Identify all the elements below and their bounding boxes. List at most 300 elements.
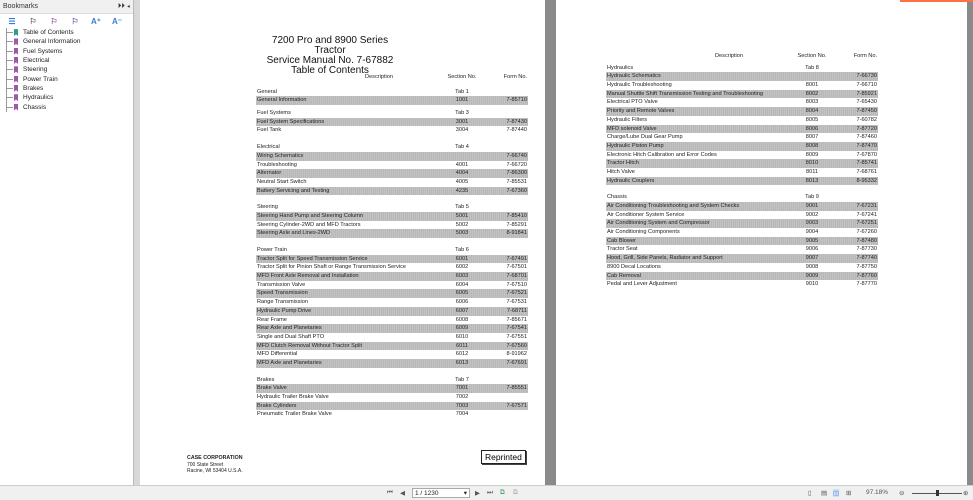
row-form: 7-68711 <box>506 307 527 314</box>
toc-row[interactable] <box>606 237 878 246</box>
header-description: Description <box>715 53 743 59</box>
group-name: Brakes <box>257 376 275 383</box>
chevron-down-icon[interactable]: ▾ <box>463 490 467 497</box>
row-form: 7-87480 <box>856 237 877 244</box>
bookmark-item[interactable] <box>7 56 133 65</box>
row-form: 7-67521 <box>506 290 527 297</box>
row-section: 5001 <box>455 212 469 219</box>
bookmark-item[interactable] <box>7 37 133 46</box>
toc-row[interactable] <box>606 159 878 168</box>
bookmark-icon <box>14 57 18 64</box>
bookmark-icon <box>14 76 18 83</box>
row-description: Pedal and Lever Adjustment <box>607 281 677 288</box>
row-form: 7-85671 <box>506 316 527 323</box>
row-description: Speed Transmission <box>257 290 308 297</box>
row-section: 4235 <box>455 187 469 194</box>
row-description: General Information <box>257 97 307 104</box>
row-section: 9009 <box>805 272 819 279</box>
toc-row[interactable] <box>256 263 528 272</box>
toc-row[interactable] <box>606 133 878 142</box>
zoom-in-icon[interactable]: ⊕ <box>963 490 969 497</box>
title-line: Service Manual No. 7-67882 <box>266 55 394 66</box>
row-description: Battery Servicing and Testing <box>257 187 330 194</box>
toc-row[interactable] <box>606 219 878 228</box>
toc-row[interactable] <box>606 81 878 90</box>
row-form: 7-67560 <box>506 342 527 349</box>
row-section: 6010 <box>455 333 469 340</box>
row-form: 7-60782 <box>856 116 877 123</box>
bookmark-item[interactable] <box>7 84 133 93</box>
row-section: 7004 <box>455 411 469 418</box>
row-section: 6011 <box>455 342 469 349</box>
row-section: 9002 <box>805 211 819 218</box>
row-description: Cab Blower <box>607 237 636 244</box>
row-section: 5002 <box>455 221 469 228</box>
toc-row[interactable] <box>606 245 878 254</box>
progress-accent <box>900 0 973 2</box>
group-name: Electrical <box>257 144 280 151</box>
address-line: Racine, WI 53404 U.S.A. <box>187 468 243 474</box>
row-section: 6004 <box>455 281 469 288</box>
toc-group <box>606 193 878 289</box>
toc-row[interactable] <box>256 402 528 411</box>
group-name: Fuel Systems <box>257 110 291 117</box>
row-form: 7-87730 <box>856 246 877 253</box>
row-description: Priority and Remote Valves <box>607 108 675 115</box>
row-form: 7-67551 <box>506 333 527 340</box>
toc-row[interactable] <box>256 324 528 333</box>
toc-row[interactable] <box>256 333 528 342</box>
group-header <box>606 64 878 73</box>
reprinted-stamp: Reprinted <box>481 450 526 464</box>
toc-row[interactable] <box>606 168 878 177</box>
row-section: 6012 <box>455 351 469 358</box>
row-description: 8900 Decal Locations <box>607 263 661 270</box>
toc-row[interactable] <box>606 98 878 107</box>
toc-row[interactable] <box>256 359 528 368</box>
row-form: 7-87750 <box>856 263 877 270</box>
first-page-icon[interactable]: ⏮ <box>387 489 393 496</box>
bookmark-icon <box>14 104 18 111</box>
group-tab: Tab 1 <box>455 88 469 95</box>
toc-group <box>256 109 528 135</box>
bookmark-icon <box>14 48 18 55</box>
row-description: Troubleshooting <box>257 161 297 168</box>
toc-row[interactable] <box>256 316 528 325</box>
row-form: 7-85410 <box>506 212 527 219</box>
bookmark-label: Chassis <box>23 103 47 111</box>
toc-row[interactable] <box>256 161 528 170</box>
toc-row[interactable] <box>606 280 878 289</box>
toc-row[interactable] <box>256 169 528 178</box>
row-form: 7-87770 <box>856 281 877 288</box>
toc-group <box>256 88 528 105</box>
document-title <box>265 36 395 76</box>
group-tab: Tab 9 <box>805 194 819 201</box>
bookmarks-title: Bookmarks <box>3 3 39 10</box>
header-form: Form No. <box>853 53 877 59</box>
row-description: Hydraulic Couplers <box>607 177 655 184</box>
row-description: Steering Hand Pump and Steering Column <box>257 212 364 219</box>
toc-row[interactable] <box>256 393 528 402</box>
toc-row[interactable] <box>256 342 528 351</box>
row-form: 7-87470 <box>856 142 877 149</box>
row-form: 8-91841 <box>506 230 527 237</box>
toc-row[interactable] <box>256 255 528 264</box>
row-section: 7001 <box>455 385 469 392</box>
group-name: Steering <box>257 204 278 211</box>
toc-row[interactable] <box>606 72 878 81</box>
font-decrease-icon[interactable]: A⁻ <box>112 16 122 26</box>
toc-group <box>256 203 528 238</box>
row-description: MFD Clutch Removal Without Tractor Split <box>257 342 363 349</box>
row-description: Brake Cylinders <box>257 402 297 409</box>
bookmark-icon <box>14 66 18 73</box>
row-section: 6007 <box>455 307 469 314</box>
row-form: 7-67691 <box>506 359 527 366</box>
toc-table-left <box>256 73 528 419</box>
row-form: 7-67870 <box>856 151 877 158</box>
continuous-page-icon[interactable]: ▤ <box>821 490 828 497</box>
row-section: 9008 <box>805 263 819 270</box>
company-address <box>187 455 243 475</box>
toc-row[interactable] <box>606 125 878 134</box>
row-section: 5003 <box>455 230 469 237</box>
row-description: MFD Differential <box>257 351 298 358</box>
bookmarks-toolbar <box>0 14 133 28</box>
new-bookmark-icon[interactable]: ⚐ <box>50 16 58 26</box>
row-section: 3001 <box>455 118 469 125</box>
row-section: 8002 <box>805 90 819 97</box>
bookmark-icon <box>14 94 18 101</box>
bookmark-label: Electrical <box>23 57 50 65</box>
row-form: 7-85921 <box>856 90 877 97</box>
toc-row[interactable] <box>256 289 528 298</box>
font-increase-icon[interactable]: A⁺ <box>91 16 101 26</box>
zoom-out-icon[interactable]: ⊖ <box>899 490 905 497</box>
row-form: 7-87720 <box>856 125 877 132</box>
row-description: Hydraulic Pump Drive <box>257 307 312 314</box>
toc-row[interactable] <box>256 118 528 127</box>
toc-row[interactable] <box>256 350 528 359</box>
toc-group <box>256 376 528 419</box>
toc-row[interactable] <box>256 410 528 419</box>
bookmark-item[interactable] <box>7 47 133 56</box>
bookmark-options-icon[interactable]: ☰ <box>8 16 16 26</box>
row-form: 7-67501 <box>506 264 527 271</box>
toc-row[interactable] <box>256 187 528 196</box>
row-form: 7-67241 <box>856 211 877 218</box>
row-section: 6009 <box>455 325 469 332</box>
row-description: Steering Cylinder-2WD and MFD Tractors <box>257 221 361 228</box>
row-description: Steering Axle and Lines-2WD <box>257 230 331 237</box>
row-section: 4001 <box>455 161 469 168</box>
row-form: 7-85710 <box>506 97 527 104</box>
bookmark-icon <box>14 38 18 45</box>
row-section: 8011 <box>805 168 819 175</box>
row-section: 8007 <box>805 134 819 141</box>
header-section: Section No. <box>447 74 477 80</box>
toc-row[interactable] <box>256 96 528 105</box>
row-section: 8001 <box>805 82 819 89</box>
group-header <box>606 193 878 202</box>
row-description: MFD solenoid Valve <box>607 125 657 132</box>
bookmark-label: Steering <box>23 66 48 74</box>
row-form: 7-85531 <box>506 178 527 185</box>
row-description: Tractor Seat <box>607 246 638 253</box>
toc-row[interactable] <box>606 90 878 99</box>
row-section: 8006 <box>805 125 819 132</box>
toc-row[interactable] <box>606 142 878 151</box>
toc-row[interactable] <box>256 298 528 307</box>
bookmark-label: Table of Contents <box>23 29 74 37</box>
row-section: 7002 <box>455 394 469 400</box>
group-header <box>256 203 528 212</box>
row-section: 6005 <box>455 290 469 297</box>
row-section: 9004 <box>805 229 819 236</box>
row-section: 8003 <box>805 99 819 106</box>
address-line: 700 State Street <box>187 461 224 468</box>
row-section: 6003 <box>455 273 469 280</box>
row-form: 8-91962 <box>506 351 527 358</box>
row-description: Fuel Tank <box>257 127 282 134</box>
row-description: Tractor Hitch <box>607 160 639 167</box>
row-description: Neutral Start Switch <box>257 178 307 185</box>
row-section: 1001 <box>455 97 469 104</box>
group-name: Chassis <box>607 194 627 201</box>
toc-row[interactable] <box>606 263 878 272</box>
row-section: 7003 <box>455 402 469 409</box>
row-description: Alternator <box>257 170 282 177</box>
toc-row[interactable] <box>256 221 528 230</box>
group-header <box>256 246 528 255</box>
row-section: 6001 <box>455 255 469 262</box>
row-form: 7-67491 <box>506 255 527 262</box>
bookmarks-panel <box>0 0 134 485</box>
row-form: 7-67510 <box>506 281 527 288</box>
row-form: 7-67260 <box>856 229 877 236</box>
row-form: 7-87430 <box>506 118 527 125</box>
row-section: 8005 <box>805 116 819 123</box>
row-form: 7-67531 <box>506 299 527 306</box>
row-description: Single and Dual Shaft PTO <box>257 333 325 340</box>
toc-row[interactable] <box>606 272 878 281</box>
toc-row[interactable] <box>256 281 528 290</box>
group-tab: Tab 6 <box>455 247 469 253</box>
group-header <box>256 376 528 385</box>
row-form: 7-66710 <box>856 82 877 89</box>
row-section: 9010 <box>805 281 819 288</box>
prev-view-icon[interactable]: ⧉ <box>500 489 505 496</box>
bookmarks-header <box>0 0 133 14</box>
row-section: 4005 <box>455 178 469 185</box>
bookmark-item[interactable] <box>7 74 133 83</box>
company-name: CASE CORPORATION <box>187 455 243 461</box>
toc-row[interactable] <box>606 107 878 116</box>
group-name: Hydraulics <box>607 64 634 71</box>
row-form: 7-85741 <box>856 160 877 167</box>
next-page-icon[interactable]: ▶ <box>475 490 480 497</box>
toc-row[interactable] <box>256 178 528 187</box>
title-line: 7200 Pro and 8900 Series Tractor <box>271 35 389 56</box>
group-tab: Tab 4 <box>455 144 469 151</box>
row-form: 7-66720 <box>506 161 527 168</box>
bookmark-tree <box>6 28 133 112</box>
toc-row[interactable] <box>606 254 878 263</box>
row-section: 8013 <box>805 177 819 184</box>
row-description: Rear Axle and Planetaries <box>257 325 322 332</box>
bookmark-item[interactable] <box>7 93 133 102</box>
row-form: 7-87460 <box>856 134 877 141</box>
toc-row[interactable] <box>606 151 878 160</box>
page-number-input[interactable] <box>412 488 470 498</box>
expand-bookmark-icon[interactable]: ⚐ <box>29 16 37 26</box>
row-form: 7-67360 <box>506 187 527 194</box>
toc-group <box>606 64 878 186</box>
row-section: 6002 <box>455 264 469 271</box>
pdf-page-left <box>140 0 545 485</box>
row-section: 3004 <box>455 127 469 134</box>
two-page-icon[interactable]: ◫ <box>833 490 840 497</box>
bookmark-icon <box>14 29 18 36</box>
row-section: 6006 <box>455 299 469 306</box>
header-description: Description <box>365 74 393 80</box>
group-header <box>256 109 528 118</box>
header-form: Form No. <box>503 74 527 80</box>
header-section: Section No. <box>797 53 827 59</box>
single-page-icon[interactable]: ▯ <box>808 490 812 497</box>
prev-page-icon[interactable]: ◀ <box>400 490 405 497</box>
row-section: 9003 <box>805 220 819 227</box>
row-description: Manual Shuttle Shift Transmission Testing and Troubleshooting <box>607 90 763 97</box>
toc-group <box>256 143 528 195</box>
row-form: 7-68701 <box>506 273 527 280</box>
row-section: 8004 <box>805 108 819 115</box>
row-description: Hydraulic Filters <box>607 116 648 123</box>
zoom-slider-thumb[interactable] <box>936 490 939 496</box>
group-tab: Tab 8 <box>805 64 819 71</box>
row-description: Brake Valve <box>257 385 287 392</box>
row-form: 7-67541 <box>506 325 527 332</box>
delete-bookmark-icon[interactable]: ⚐ <box>71 16 79 26</box>
row-form: 7-66730 <box>856 73 877 80</box>
row-description: Air Conditioning Troubleshooting and System Checks <box>607 203 740 209</box>
row-form: 7-87450 <box>856 108 877 115</box>
panel-collapse-icon[interactable]: ⏵⏵ ◂ <box>117 3 130 10</box>
row-description: MFD Axle and Planetaries <box>257 359 322 366</box>
row-section: 4004 <box>455 170 469 177</box>
row-description: Pneumatic Trailer Brake Valve <box>257 411 332 418</box>
column-headers <box>606 52 878 61</box>
row-description: Air Conditioning Components <box>607 229 680 236</box>
row-description: Hydraulic Schematics <box>607 73 661 80</box>
toc-row[interactable] <box>606 211 878 220</box>
toc-row[interactable] <box>256 152 528 161</box>
pdf-page-right <box>556 0 967 485</box>
row-form: 8-95332 <box>856 177 877 184</box>
toc-row[interactable] <box>606 228 878 237</box>
group-header <box>256 143 528 152</box>
row-form: 7-67571 <box>506 402 527 409</box>
last-page-icon[interactable]: ⏭ <box>487 489 493 496</box>
toc-row[interactable] <box>256 229 528 238</box>
row-description: Rear Frame <box>257 316 287 323</box>
row-description: Hood, Grill, Side Panels, Radiator and Support <box>607 255 723 262</box>
row-description: Hydraulic Troubleshooting <box>607 82 672 89</box>
row-section: 9005 <box>805 237 819 244</box>
row-form: 7-85291 <box>506 221 527 228</box>
next-view-icon[interactable]: ⧉ <box>513 489 518 496</box>
toc-row[interactable] <box>256 126 528 135</box>
row-description: Air Conditioning System and Compressor <box>607 220 710 227</box>
toc-row[interactable] <box>256 272 528 281</box>
row-description: Hydraulic Piston Pump <box>607 142 664 149</box>
row-section: 8009 <box>805 151 819 158</box>
row-form: 7-68761 <box>856 168 877 175</box>
row-section: 6013 <box>455 359 469 366</box>
row-form: 7-67251 <box>856 220 877 227</box>
group-name: General <box>257 88 277 95</box>
row-form: 7-66740 <box>506 152 527 159</box>
row-section: 8010 <box>805 160 819 167</box>
row-section: 8008 <box>805 142 819 149</box>
row-section: 9001 <box>805 203 819 209</box>
row-form: 7-86300 <box>506 170 527 177</box>
title-line: Table of Contents <box>291 65 369 76</box>
toc-row[interactable] <box>256 384 528 393</box>
two-page-continuous-icon[interactable]: ⊞ <box>846 490 852 497</box>
row-description: Charge/Lube Dual Gear Pump <box>607 134 683 141</box>
row-description: Electrical PTO Valve <box>607 99 658 106</box>
bookmark-label: General Information <box>23 38 81 46</box>
bookmark-label: Hydraulics <box>23 94 54 102</box>
row-description: Electronic Hitch Calibration and Error Codes <box>607 151 717 158</box>
row-section: 9007 <box>805 255 819 262</box>
group-tab: Tab 5 <box>455 204 469 211</box>
group-tab: Tab 7 <box>455 376 469 383</box>
row-description: Hitch Valve <box>607 168 635 175</box>
toc-row[interactable] <box>256 307 528 316</box>
row-description: Range Transmission <box>257 299 308 306</box>
toc-table-right <box>606 52 878 289</box>
row-form: 7-65430 <box>856 99 877 106</box>
row-description: Air Conditioner System Service <box>607 211 685 218</box>
toc-row[interactable] <box>606 202 878 211</box>
row-form: 7-85551 <box>506 385 527 392</box>
toc-group <box>256 246 528 368</box>
row-section: 9006 <box>805 246 819 253</box>
page-number: 1 / 1230 <box>415 490 439 497</box>
bookmark-label: Power Train <box>23 75 58 83</box>
group-header <box>256 88 528 97</box>
row-description: Fuel System Specifications <box>257 118 325 125</box>
bookmark-item[interactable] <box>7 28 133 37</box>
toc-row[interactable] <box>606 116 878 125</box>
row-description: Wiring Schematics <box>257 152 304 159</box>
toc-row[interactable] <box>606 177 878 186</box>
bookmark-label: Fuel Systems <box>23 47 63 55</box>
toc-row[interactable] <box>256 212 528 221</box>
row-description: MFD Front Axle Removal and Installation <box>257 273 359 280</box>
bookmark-item[interactable] <box>7 102 133 111</box>
row-form: 7-87740 <box>856 255 877 262</box>
row-description: Hydraulic Trailer Brake Valve <box>257 394 329 400</box>
bookmark-item[interactable] <box>7 65 133 74</box>
navigation-toolbar <box>0 485 973 500</box>
group-tab: Tab 3 <box>455 110 469 117</box>
zoom-level[interactable]: 97.18% <box>866 489 889 496</box>
bookmark-label: Brakes <box>23 84 44 92</box>
